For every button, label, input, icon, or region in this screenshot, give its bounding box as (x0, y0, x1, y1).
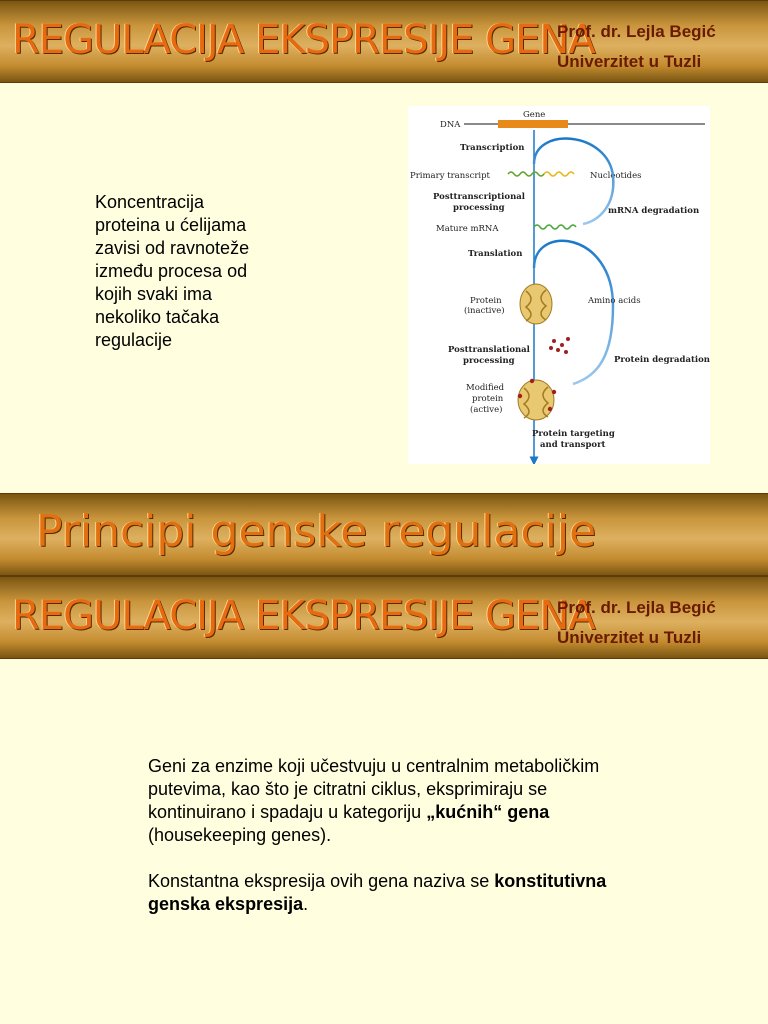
posttranscriptional-label-2: processing (453, 203, 505, 213)
slide-title: REGULACIJA EKSPRESIJE GENA (12, 17, 595, 63)
institution-name-2: Univerzitet u Tuzli (557, 628, 702, 647)
protein-inactive-icon (520, 284, 552, 324)
section-banner (0, 493, 768, 576)
protein-degradation-label: Protein degradation (614, 355, 710, 365)
modified-label-3: (active) (470, 405, 503, 415)
slide-title-2: REGULACIJA EKSPRESIJE GENA (12, 593, 595, 639)
institution-name: Univerzitet u Tuzli (557, 52, 702, 71)
modification-dots (549, 337, 570, 354)
gene-label: Gene (523, 110, 546, 120)
nucleotides-label: Nucleotides (590, 171, 642, 181)
posttranscriptional-label-1: Posttranscriptional (433, 192, 525, 202)
mrna-degradation-label: mRNA degradation (608, 206, 700, 216)
posttranslational-label-2: processing (463, 356, 515, 366)
transcription-label: Transcription (460, 143, 525, 153)
gene-expression-diagram (408, 106, 710, 464)
housekeeping-paragraph: Geni za enzime koji učestvuju u centralnim metaboličkim putevima, kao što je citratni ciklus, eksprimiraju se kontinuirano i spadaju u kategoriju „kućnih“ gena (housekeeping genes). (148, 756, 600, 845)
targeting-label-2: and transport (540, 440, 606, 450)
targeting-label-1: Protein targeting (532, 429, 615, 439)
constitutive-paragraph: Konstantna ekspresija ovih gena naziva se konstitutivna genska ekspresija. (148, 871, 607, 914)
author-name-2: Prof. dr. Lejla Begić (557, 598, 716, 617)
primary-transcript-label: Primary transcript (410, 171, 490, 181)
translation-label: Translation (468, 249, 523, 259)
concentration-text: Koncentracija proteina u ćelijama zavisi od ravnoteže između procesa od kojih svaki ima nekoliko tačaka regulacije (95, 192, 250, 350)
protein-active-icon (518, 379, 556, 420)
section-title: Principi genske regulacije (36, 506, 597, 557)
modified-label-2: protein (472, 394, 504, 404)
modified-label-1: Modified (466, 383, 505, 393)
header-banner-2 (0, 576, 768, 659)
header-banner (0, 0, 768, 83)
mature-mrna-label: Mature mRNA (436, 224, 499, 234)
author-name: Prof. dr. Lejla Begić (557, 22, 716, 41)
protein-label-1: Protein (470, 296, 502, 306)
dna-label: DNA (440, 120, 461, 130)
amino-acids-label: Amino acids (588, 296, 641, 306)
protein-label-2: (inactive) (464, 306, 505, 316)
posttranslational-label-1: Posttranslational (448, 345, 530, 355)
